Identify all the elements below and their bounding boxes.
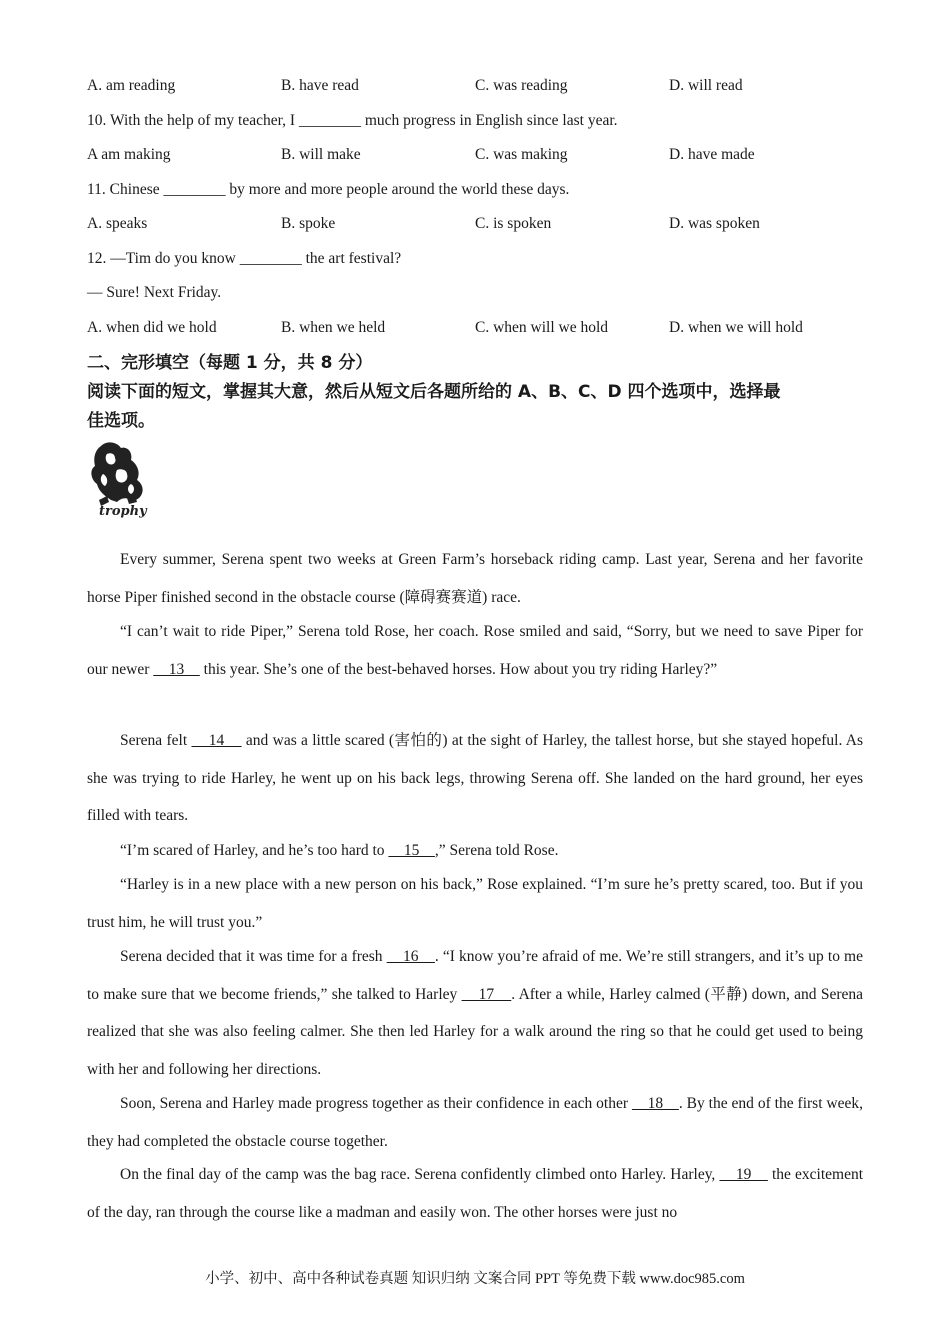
blank-18[interactable]: 18 (631, 1095, 679, 1112)
passage-text: ,” Serena told Rose. (434, 842, 559, 859)
passage-text: “I’m scared of Harley, and he’s too hard to (120, 842, 389, 859)
q11-stem: 11. Chinese ________ by more and more people around the world these days. (87, 181, 570, 198)
q10-option-b[interactable]: B. will make (281, 146, 361, 163)
q12-option-c[interactable]: C. when will we hold (475, 319, 609, 336)
passage-paragraph-4 (87, 832, 863, 870)
passage-text: . “I know you’re afraid of me. We’re still strangers, and it’s up to me to make sure that we become friends,” she talked to Harley (87, 948, 863, 1003)
q9-option-c[interactable]: C. was reading (475, 77, 568, 94)
passage-paragraph-8 (87, 1156, 863, 1231)
passage-text: Serena decided that it was time for a fresh (120, 948, 387, 965)
passage-text: “I can’t wait to ride Piper,” Serena told Rose, her coach. Rose smiled and said, “Sorry, but we need to save Piper for our newer (87, 623, 863, 678)
blank-13[interactable]: 13 (153, 660, 200, 678)
passage-paragraph-6 (87, 938, 863, 1088)
blank-16[interactable]: 16 (386, 948, 435, 965)
section-instruction-line1: 阅读下面的短文，掌握其大意，然后从短文后各题所给的 A、B、C、D 四个选项中，选择最 (87, 382, 781, 402)
q12-option-a[interactable]: A. when did we hold (87, 319, 217, 336)
image-caption: trophy (99, 504, 147, 519)
passage-paragraph-5 (87, 866, 863, 941)
passage-text: Every summer, Serena spent two weeks at Green Farm’s horseback riding camp. Last year, Serena and her favorite horse Piper finished second in the obstacle course (障碍赛赛道) race. (87, 551, 863, 606)
q12-stem: 12. —Tim do you know ________ the art festival? (87, 250, 402, 267)
blank-15[interactable]: 15 (388, 842, 435, 859)
q12-option-d[interactable]: D. when we will hold (669, 319, 803, 336)
trophy-illustration (87, 440, 151, 524)
q10-stem: 10. With the help of my teacher, I ________ much progress in English since last year. (87, 112, 618, 129)
q10-option-c[interactable]: C. was making (475, 146, 568, 163)
q10-option-a[interactable]: A am making (87, 146, 171, 163)
passage-text: . By the end of the first week, they had completed the obstacle course together. (87, 1095, 864, 1150)
q9-option-a[interactable]: A. am reading (87, 77, 176, 94)
passage-paragraph-2 (87, 613, 863, 688)
page-footer: 小学、初中、高中各种试卷真题 知识归纳 文案合同 PPT 等免费下载 www.doc985.com (205, 1271, 745, 1287)
passage-text: the excitement of the day, ran through the course like a madman and easily won. The other horses were just no (87, 1166, 864, 1221)
passage-text: Soon, Serena and Harley made progress together as their confidence in each other (120, 1095, 632, 1112)
passage-text: “Harley is in a new place with a new person on his back,” Rose explained. “I’m sure he’s pretty scared, too. But if you trust him, he will trust you.” (87, 876, 863, 931)
q9-option-d[interactable]: D. will read (669, 77, 743, 94)
passage-text: this year. She’s one of the best-behaved horses. How about you try riding Harley?” (199, 660, 718, 678)
blank-19[interactable]: 19 (719, 1166, 768, 1183)
passage-paragraph-3 (87, 722, 863, 835)
q12-option-b[interactable]: B. when we held (281, 319, 386, 336)
q11-option-c[interactable]: C. is spoken (475, 215, 552, 232)
q11-option-a[interactable]: A. speaks (87, 215, 148, 232)
passage-paragraph-1 (87, 541, 863, 616)
q10-option-d[interactable]: D. have made (669, 146, 755, 163)
q9-option-b[interactable]: B. have read (281, 77, 359, 94)
q12-reply: — Sure! Next Friday. (87, 284, 222, 301)
passage-text: On the final day of the camp was the bag race. Serena confidently climbed onto Harley. Harley, (120, 1166, 720, 1183)
section-title: 二、完形填空（每题 1 分，共 8 分） (87, 353, 373, 373)
blank-17[interactable]: 17 (461, 985, 512, 1003)
section-instruction-line2: 佳选项。 (87, 411, 155, 431)
passage-paragraph-7 (87, 1085, 863, 1160)
passage-text: and was a little scared (害怕的) at the sight of Harley, the tallest horse, but she stayed hopeful. As she was trying to ride Harley, he went up on his back legs, throwing Serena off. She landed on the hard ground, her eyes filled with tears. (87, 732, 864, 824)
q11-option-d[interactable]: D. was spoken (669, 215, 760, 232)
passage-text: . After a while, Harley calmed (平静) down, and Serena realized that she was also feeling calmer. She then led Harley for a walk around the ring so that he could get used to being with her and following her directions. (87, 985, 864, 1078)
blank-14[interactable]: 14 (191, 732, 242, 749)
passage-text: Serena felt (120, 732, 192, 749)
q11-option-b[interactable]: B. spoke (281, 215, 336, 232)
